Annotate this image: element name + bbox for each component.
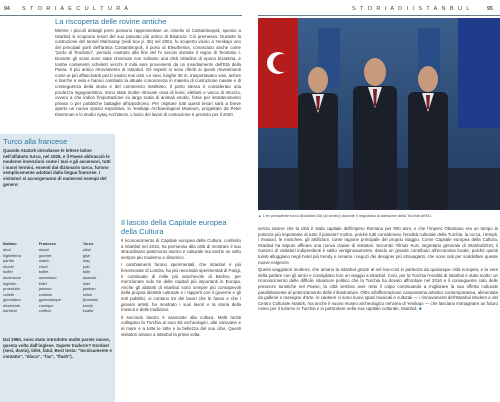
right-header-rule bbox=[258, 15, 500, 16]
sidebar-title: Turco alla francese bbox=[3, 137, 68, 146]
cell: ascensore bbox=[3, 275, 21, 280]
cell: ginnastica bbox=[3, 297, 21, 303]
left-running-title: S T O R I A E C U L T U R A bbox=[22, 6, 130, 12]
cell: komik bbox=[82, 302, 93, 308]
paragraph: senza essere che la città è stata capitale dell'impero Romano per 900 anni, e che l'impero Ottomano era un tempo la potenza più importante di tutto il pianeta? Inoltre, poichè tutti considerano l'eredità culturale della Turchia, la rocca, i templi, i mosaici, le moschee, gli artifizioni, come ragione principale del proprio viaggio. Come Capitale europea della Cultura, Istanbul ha saputo affinare una nuova classe di visitatori. Secondo Yilmaz Kurt, segretario generale di Istanbul2010, il numero di visitatori indipendenti è salito vertiginosamente, dando un grande contributo all'economia locale, poichè questi turisti alloggiano negli hotel più trendy e cenano i negozi dei designer più stravaganti, che sono nati per soddisfare queste nuove esigenze. bbox=[258, 226, 498, 265]
cell: gişe bbox=[82, 252, 90, 258]
cell: guichet bbox=[38, 252, 52, 258]
cell: partita bbox=[3, 258, 14, 264]
cell: prosciutto bbox=[3, 286, 20, 292]
paragraph: Mentre i piccoli dettagli presi possono rappresentare un cimelio di Costantinopoli, spesso a Istanbul si scoprono tesori del suo passato più antico di Bisanzio. Ciò premesso. Durante la costruzione del tunnel Marmaray (vedi box p. 36) nel 2004, fu scoperto vicino a Yenikapı uno dei principali porti dell'antica Costantinopoli, il porto di Eleutherios, conosciuto anche come "porto di Teodosio", periodo costruito alla fine del IV secolo durante il regno di Teodosio I. Durante gli scavi sono state rinvenute non soltanto una città cittadina di epoca bizantina, e tombe contenenti scheletri vecchi 8 mila anni provenienti da un insediamento dell'Età della Pietra. Il più antico ritrovamento di Istanbul. Gli esperti si sono riferiti ai questi rinvenimenti come ai più affascinanti pezzi nautici mai visti. Le navi, lunghe 36 m, trasportavano vasi, anfore e barche a vela e hanno cambiato la attuale conoscenza in materia di costruzione navale e di conseguenza della storia e del commercio marittimo. Il porto stesso è considerato una prodezza ingegneristica. Sono state inoltre ritrovate ossa di leoni, elefanti e vacca di struzzo, ovvero a che indica l'importazione su larga scala di animali esotici, forse per intrattenimento privato o per pubbliche battaglie all'ippodromo. Per ospitare tutti questi tesori sarà a breve aperto un nuovo spazio espositivo, lo Yenikapı Archaeological Museum, progettato da Peter Eisenman e lo studio Aytaç Architects. L'inizio dei lavori di costruzione è previsto per il 2020. bbox=[55, 28, 241, 117]
sidebar-outro: Dal 1980, sono stato introdotto molte parole nuove, questa volta dall'inglese. Sapete tradurre? Kordast (sesi, dostu), bilet, fatul, Best testa: "tecnicamente e contatto", "disco", "fax", "flash"). bbox=[3, 337, 112, 359]
photo-summit-illustration bbox=[258, 18, 500, 210]
cell: coiffeur bbox=[38, 308, 52, 314]
cell: jimnastik bbox=[82, 297, 98, 303]
left-page-number: 94 bbox=[4, 6, 10, 12]
cell: alcol bbox=[3, 247, 12, 253]
cell: büfe bbox=[82, 269, 91, 275]
column-header-turco: Turco bbox=[82, 241, 94, 246]
section-title-rovine: La riscoperta delle rovine antiche bbox=[55, 17, 167, 26]
cell: match bbox=[38, 258, 50, 264]
paragraph: Il riconoscimento di Capitale europea della Cultura, conferito a Istanbul nel 2010, ha permesso alla città di mostrare il suo straordinario patrimonio storico e culturale ma anche un volto sempre più moderno e dinamico. bbox=[121, 238, 241, 260]
caption-text: L'ex presidente turco Abdullah Gül (al centro) durante il negoziato di adesione della Turchia all'EU. bbox=[262, 213, 433, 218]
end-mark-icon: ■ bbox=[418, 306, 422, 312]
cell: divertente bbox=[3, 302, 21, 308]
photo-summit bbox=[258, 18, 500, 210]
cell: maç bbox=[82, 258, 91, 264]
cell: şok! bbox=[82, 263, 90, 269]
cell: bilet bbox=[82, 280, 90, 286]
cell: comique bbox=[38, 302, 54, 308]
photo-caption bbox=[258, 213, 500, 218]
table-row bbox=[3, 297, 113, 303]
right-page-number: 95 bbox=[487, 6, 493, 12]
cell: barbiere bbox=[3, 308, 18, 314]
cell: shock! bbox=[3, 263, 15, 269]
paragraph: I cambiamenti furono sperimentali, che Istanbul è più fenomenale di Londra, ha più necessità sperimentali di Parigi, è continuato di mille più amichevole di Berlino, per menzionare solo tre delle capitali più importanti in Europa. Anche gli abitanti di Istanbul sono sempre più consapevoli della propria identità culturale e i rapporti con il governo e gli enti pubblici, si contano tre dei lavori che le fanno e che i giovani artisti, ha mostrato i suoi lavori e la storia della musica e delle tradizioni. bbox=[121, 262, 241, 313]
cell: kuaför bbox=[82, 308, 94, 314]
cell: billet bbox=[38, 280, 47, 286]
section-body-right bbox=[258, 226, 498, 398]
cell: biglietteria bbox=[3, 252, 21, 258]
cell: gymnastique bbox=[38, 297, 61, 303]
cell: jambon bbox=[82, 286, 96, 292]
cell: asansör bbox=[82, 275, 97, 280]
section-title-capitale: Il lascito della Capitale europea della Cultura bbox=[121, 218, 227, 236]
cell: collants bbox=[38, 291, 52, 297]
section-body-capitale bbox=[121, 238, 241, 398]
cell: ascenseur bbox=[38, 275, 57, 280]
word-table bbox=[3, 241, 113, 314]
left-header-rule bbox=[0, 15, 242, 16]
cell: kolon bbox=[82, 291, 93, 297]
cell: colletti bbox=[3, 291, 15, 297]
cell: buffet bbox=[38, 269, 49, 275]
cell: jambon bbox=[38, 286, 52, 292]
column-header-francese: Francese bbox=[38, 241, 56, 246]
right-running-title: S T O R I A D I I S T A N B U L bbox=[352, 6, 471, 12]
cell: biglietto bbox=[3, 280, 17, 286]
cell: buffet bbox=[3, 269, 13, 275]
caption-triangle-icon: ▲ bbox=[258, 213, 262, 218]
cell: choc! bbox=[38, 263, 49, 269]
column-header-italiano: Italiano bbox=[3, 241, 17, 246]
cell: alkol bbox=[82, 247, 91, 253]
paragraph bbox=[258, 267, 498, 312]
cell: alcool bbox=[38, 247, 49, 253]
table-row bbox=[3, 308, 113, 314]
paragraph-text: Questi viaggiatori moderni, che amano la Istanbul grazie al nel low-cost in partenza da qualunque città europea, e la vera della parlare con gli amici e consigliano loro un viaggio a Istanbul. Così, per la Turchia l'eredità di Istanbul è stato molto: un riconoscimento delle difficile situazioni politico che la Turchia ha dovuto affrontare nel 2016 e il conseguente calo delle presenze turistiche nel Paese, la città sembra aver retto il colpo continuando a migliorare la sua offerta culturale parallelamente al potenziamento delle infrastrutture. Oltre all'affermazione canavissima artistico contemporanea, alimentata da gallerie e rassegne d'arte, in cantiere ci sono nuovi spazi musicali e culturali — i rinnovamenti dell'Istanbul Modern e del Centro Culturale Atatürk, ma anche il nuovo museo archeologico nel'area di Yenikapı — che lasciano immaginare un futuro roseo per il turismo in Turchia e in particolare nella sua capitale culturale, Istanbul. bbox=[258, 267, 498, 312]
sidebar-intro: Quando Atatürk introdusse le lettere latine nell'alfabeto turco, nel 1928, e il Paese abbracciò le moderne invenzioni come i taxi e gli ascensori, tutti i nuovi termini, essenti dal dizionario turco, furono semplicemente adottati dalla lingua francese. I visitatori si accorgeranno di numerosi esempi del genere: bbox=[3, 148, 111, 187]
paragraph: Il secondo lascito è associato alla cultura. Molti turisti collegano la Turchia ai suoi siti archeologici, alle carovane e al mare e a tutte le lotte e la bellezza del suo cibo. Questi visitatori amano a Istanbul la prima volta. bbox=[121, 314, 241, 337]
